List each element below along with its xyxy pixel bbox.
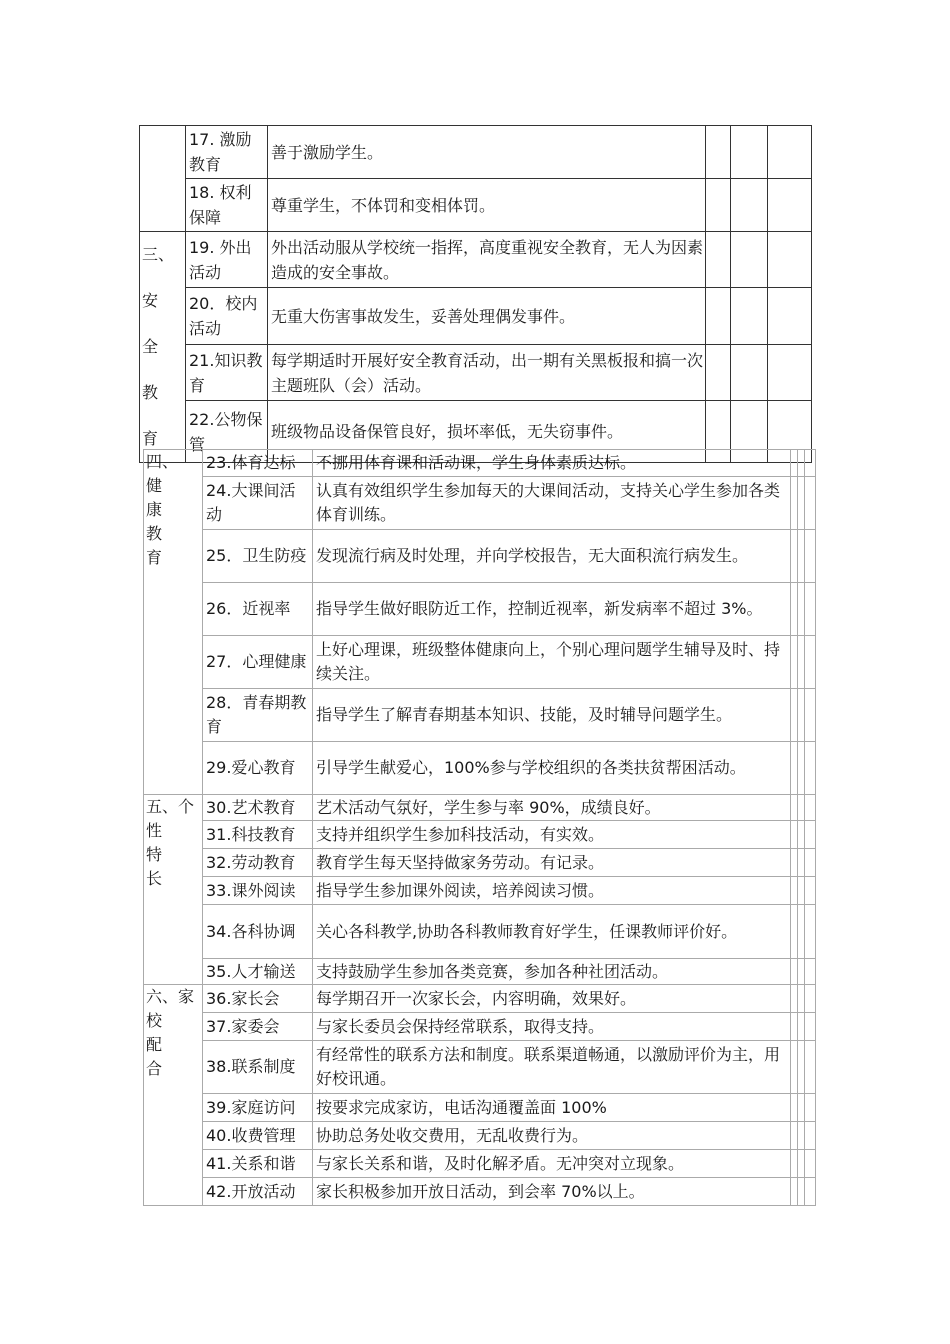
score-cell — [791, 1041, 798, 1094]
item-name-cell: 17. 激励教育 — [186, 126, 268, 179]
score-cell — [805, 636, 816, 689]
item-description-cell: 外出活动服从学校统一指挥，高度重视安全教育，无人为因素造成的安全事故。 — [268, 232, 706, 288]
score-cell — [768, 232, 812, 288]
table-row — [144, 877, 816, 905]
item-name-cell: 36.家长会 — [203, 985, 313, 1013]
score-cell — [791, 583, 798, 636]
item-description-cell: 按要求完成家访，电话沟通覆盖面 100% — [313, 1094, 791, 1122]
score-cell — [798, 849, 805, 877]
score-cell — [791, 877, 798, 905]
item-description-cell: 指导学生参加课外阅读，培养阅读习惯。 — [313, 877, 791, 905]
score-cell — [791, 959, 798, 985]
score-cell — [731, 232, 768, 288]
score-cell — [798, 742, 805, 795]
item-description-cell: 班级物品设备保管良好，损坏率低，无失窃事件。 — [268, 401, 706, 463]
score-cell — [805, 795, 816, 821]
table-row — [140, 232, 812, 288]
table-row — [144, 477, 816, 530]
score-cell — [805, 1150, 816, 1178]
score-cell — [798, 1094, 805, 1122]
category-char: 育 — [146, 548, 163, 567]
evaluation-table-upper — [139, 125, 812, 463]
item-description-cell: 教育学生每天坚持做家务劳动。有记录。 — [313, 849, 791, 877]
category-char: 三、 — [142, 245, 175, 264]
score-cell — [731, 288, 768, 344]
item-description-cell: 支持鼓励学生参加各类竞赛，参加各种社团活动。 — [313, 959, 791, 985]
item-name-cell: 28．青春期教育 — [203, 689, 313, 742]
item-name-cell: 34.各科协调 — [203, 905, 313, 959]
category-char: 五、个 — [146, 797, 195, 816]
score-cell — [791, 905, 798, 959]
item-name-cell: 38.联系制度 — [203, 1041, 313, 1094]
score-cell — [805, 1178, 816, 1206]
score-cell — [791, 849, 798, 877]
score-cell — [791, 1013, 798, 1041]
score-cell — [706, 288, 731, 344]
category-cell — [144, 985, 203, 1206]
category-cell — [140, 126, 186, 232]
score-cell — [798, 1041, 805, 1094]
score-cell — [798, 636, 805, 689]
score-cell — [805, 877, 816, 905]
score-cell — [805, 742, 816, 795]
table-row — [140, 126, 812, 179]
table-row — [144, 450, 816, 477]
table-row — [144, 795, 816, 821]
score-cell — [706, 126, 731, 179]
score-cell — [791, 636, 798, 689]
category-char: 六、家 — [146, 987, 195, 1006]
item-description-cell: 有经常性的联系方法和制度。联系渠道畅通，以激励评价为主，用好校讯通。 — [313, 1041, 791, 1094]
score-cell — [798, 583, 805, 636]
item-name-cell: 42.开放活动 — [203, 1178, 313, 1206]
score-cell — [791, 742, 798, 795]
category-char: 教 — [146, 524, 163, 543]
item-name-cell: 25．卫生防疫 — [203, 530, 313, 583]
score-cell — [798, 477, 805, 530]
score-cell — [805, 450, 816, 477]
table-row — [144, 530, 816, 583]
table-row — [144, 1013, 816, 1041]
score-cell — [791, 795, 798, 821]
table-row — [144, 689, 816, 742]
score-cell — [768, 288, 812, 344]
score-cell — [791, 1150, 798, 1178]
score-cell — [805, 583, 816, 636]
category-char: 育 — [142, 429, 159, 448]
item-description-cell: 上好心理课，班级整体健康向上，个别心理问题学生辅导及时、持续关注。 — [313, 636, 791, 689]
score-cell — [791, 1122, 798, 1150]
category-char: 健 — [146, 476, 163, 495]
score-cell — [791, 477, 798, 530]
score-cell — [798, 795, 805, 821]
item-description-cell: 关心各科教学,协助各科教师教育好学生，任课教师评价好。 — [313, 905, 791, 959]
score-cell — [706, 232, 731, 288]
category-char: 安 — [142, 291, 159, 310]
item-name-cell: 31.科技教育 — [203, 821, 313, 849]
item-description-cell: 发现流行病及时处理，并向学校报告，无大面积流行病发生。 — [313, 530, 791, 583]
score-cell — [791, 1178, 798, 1206]
score-cell — [798, 985, 805, 1013]
score-cell — [791, 450, 798, 477]
table-row — [144, 636, 816, 689]
score-cell — [805, 1041, 816, 1094]
item-name-cell: 37.家委会 — [203, 1013, 313, 1041]
score-cell — [798, 905, 805, 959]
score-cell — [791, 530, 798, 583]
item-name-cell: 26．近视率 — [203, 583, 313, 636]
table-row — [144, 1122, 816, 1150]
category-cell — [140, 232, 186, 463]
score-cell — [798, 1178, 805, 1206]
score-cell — [798, 1150, 805, 1178]
item-description-cell: 家长积极参加开放日活动，到会率 70%以上。 — [313, 1178, 791, 1206]
score-cell — [798, 821, 805, 849]
item-description-cell: 与家长委员会保持经常联系，取得支持。 — [313, 1013, 791, 1041]
score-cell — [805, 849, 816, 877]
item-name-cell: 21.知识教育 — [186, 344, 268, 400]
score-cell — [798, 450, 805, 477]
item-name-cell: 24.大课间活动 — [203, 477, 313, 530]
category-char: 四、 — [146, 452, 179, 471]
evaluation-table-lower — [143, 449, 816, 1206]
item-description-cell: 指导学生做好眼防近工作，控制近视率，新发病率不超过 3%。 — [313, 583, 791, 636]
item-description-cell: 支持并组织学生参加科技活动，有实效。 — [313, 821, 791, 849]
item-name-cell: 41.关系和谐 — [203, 1150, 313, 1178]
score-cell — [791, 985, 798, 1013]
table-row — [144, 1178, 816, 1206]
item-name-cell: 32.劳动教育 — [203, 849, 313, 877]
category-char: 特 — [146, 845, 163, 864]
item-name-cell: 18. 权利保障 — [186, 179, 268, 232]
score-cell — [805, 821, 816, 849]
score-cell — [805, 1122, 816, 1150]
score-cell — [805, 905, 816, 959]
category-char: 长 — [146, 869, 163, 888]
table-row — [144, 742, 816, 795]
category-char: 配 — [146, 1035, 163, 1054]
table-row — [140, 288, 812, 344]
item-description-cell: 无重大伤害事故发生，妥善处理偶发事件。 — [268, 288, 706, 344]
item-description-cell: 不挪用体育课和活动课，学生身体素质达标。 — [313, 450, 791, 477]
score-cell — [731, 179, 768, 232]
table-row — [144, 583, 816, 636]
table-row — [144, 1041, 816, 1094]
score-cell — [791, 689, 798, 742]
score-cell — [798, 689, 805, 742]
score-cell — [768, 344, 812, 400]
category-char: 全 — [142, 337, 159, 356]
item-name-cell: 29.爱心教育 — [203, 742, 313, 795]
score-cell — [798, 1013, 805, 1041]
table-row — [144, 985, 816, 1013]
item-description-cell: 每学期适时开展好安全教育活动，出一期有关黑板报和搞一次主题班队（会）活动。 — [268, 344, 706, 400]
item-description-cell: 每学期召开一次家长会，内容明确，效果好。 — [313, 985, 791, 1013]
score-cell — [706, 179, 731, 232]
item-name-cell: 33.课外阅读 — [203, 877, 313, 905]
score-cell — [798, 877, 805, 905]
item-description-cell: 善于激励学生。 — [268, 126, 706, 179]
table-row — [140, 344, 812, 400]
category-char: 校 — [146, 1011, 163, 1030]
score-cell — [791, 821, 798, 849]
item-description-cell: 艺术活动气氛好，学生参与率 90%，成绩良好。 — [313, 795, 791, 821]
score-cell — [731, 126, 768, 179]
table-row — [140, 179, 812, 232]
score-cell — [805, 1094, 816, 1122]
score-cell — [805, 985, 816, 1013]
category-cell — [144, 795, 203, 985]
item-description-cell: 引导学生献爱心，100%参与学校组织的各类扶贫帮困活动。 — [313, 742, 791, 795]
item-description-cell: 指导学生了解青春期基本知识、技能，及时辅导问题学生。 — [313, 689, 791, 742]
category-char: 合 — [146, 1059, 163, 1078]
item-name-cell: 30.艺术教育 — [203, 795, 313, 821]
score-cell — [706, 344, 731, 400]
score-cell — [805, 689, 816, 742]
table-row — [144, 849, 816, 877]
item-description-cell: 与家长关系和谐，及时化解矛盾。无冲突对立现象。 — [313, 1150, 791, 1178]
item-name-cell: 23.体育达标 — [203, 450, 313, 477]
table-row — [144, 1150, 816, 1178]
table-row — [144, 821, 816, 849]
item-name-cell: 19. 外出活动 — [186, 232, 268, 288]
score-cell — [798, 1122, 805, 1150]
item-description-cell: 认真有效组织学生参加每天的大课间活动，支持关心学生参加各类体育训练。 — [313, 477, 791, 530]
score-cell — [805, 530, 816, 583]
table-row — [144, 905, 816, 959]
score-cell — [768, 179, 812, 232]
table-row — [144, 1094, 816, 1122]
score-cell — [798, 959, 805, 985]
score-cell — [805, 959, 816, 985]
item-description-cell: 尊重学生，不体罚和变相体罚。 — [268, 179, 706, 232]
score-cell — [798, 530, 805, 583]
item-name-cell: 20．校内活动 — [186, 288, 268, 344]
item-name-cell: 27．心理健康 — [203, 636, 313, 689]
score-cell — [768, 126, 812, 179]
category-char: 康 — [146, 500, 163, 519]
item-name-cell: 40.收费管理 — [203, 1122, 313, 1150]
item-name-cell: 39.家庭访问 — [203, 1094, 313, 1122]
category-cell — [144, 450, 203, 795]
score-cell — [791, 1094, 798, 1122]
score-cell — [805, 1013, 816, 1041]
score-cell — [731, 344, 768, 400]
table-row — [144, 959, 816, 985]
item-name-cell: 35.人才输送 — [203, 959, 313, 985]
item-name-cell: 22.公物保管 — [186, 401, 268, 463]
category-char: 教 — [142, 383, 159, 402]
score-cell — [805, 477, 816, 530]
category-char: 性 — [146, 821, 163, 840]
item-description-cell: 协助总务处收交费用，无乱收费行为。 — [313, 1122, 791, 1150]
